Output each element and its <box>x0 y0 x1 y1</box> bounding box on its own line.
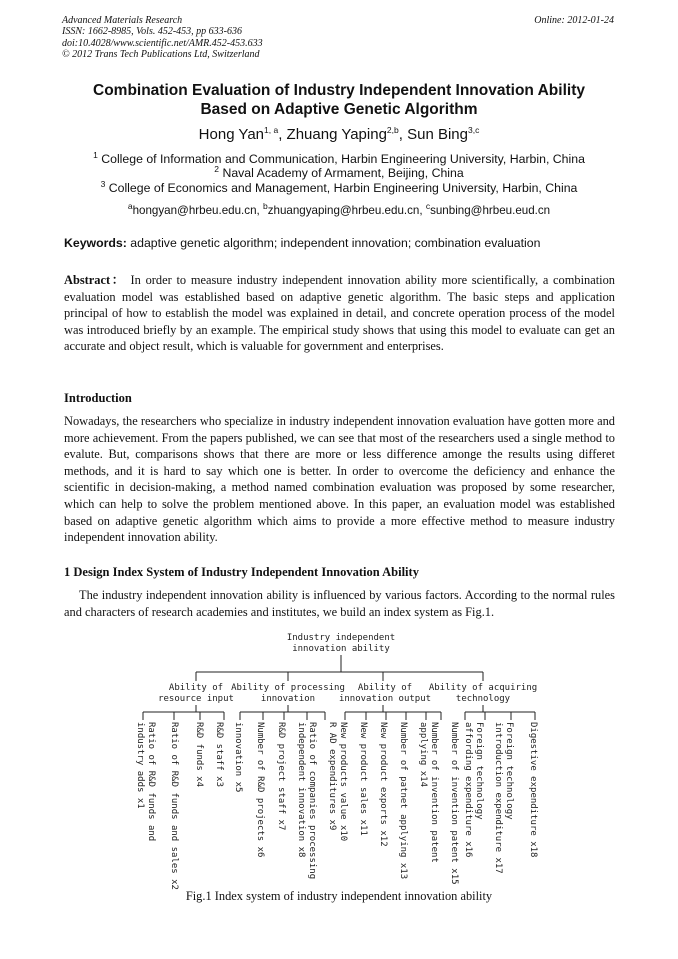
connector-lines <box>143 655 538 720</box>
group-processing-innovation-2: innovation <box>260 694 316 704</box>
section-1-text: The industry independent innovation ability is influenced by various factors. According to the normal rules and characters of research academies and institutes, we build an index system as Fig.1. <box>64 588 615 619</box>
introduction-text: Nowadays, the researchers who specialize in industry independent innovation evaluation have gotten more and more achievement. From the papers published, we can see that most of the researchers used a single method to evalute. But, comparisons shows that there are more or less difference amonge the results using differet methods, and it is hard to say which one is better. In order to overcome the deficiency and enhance the scientific in decision-making, a method named combination evaluation was proposed by some researcher, which can help to solve the problem mentioned above. In this paper, an evaluation model was established based on adaptive genetic algorithm which aims to provide a more effective method to measure industry independent innovation ability. <box>64 414 615 545</box>
leaf-x13: Number of patnet applying x13 <box>398 722 408 880</box>
email-c: sunbing@hrbeu.eud.cn <box>430 203 551 217</box>
copyright: © 2012 Trans Tech Publications Ltd, Switzerland <box>62 49 260 61</box>
group-resource-input-2: resource input <box>158 694 234 704</box>
leaf-x5: innovation x5 <box>233 722 243 793</box>
journal-name: Advanced Materials Research <box>62 15 183 26</box>
online-date: Online: 2012-01-24 <box>534 15 614 26</box>
leaf-x11: New product sales x11 <box>358 722 368 836</box>
author-2: Zhuang Yaping$^{2,b}$, <box>286 125 408 143</box>
leaf-x4: R&D funds x4 <box>194 722 204 788</box>
paper-title <box>62 81 616 119</box>
leaf-x1-line-2: industry adds x1 <box>135 722 145 809</box>
affiliation-2: $^2$ Naval Academy of Armament, Beijing, China <box>214 164 464 181</box>
leaf-x1-line-1: Ratio of R&D funds and <box>146 722 156 842</box>
author-3: Sun Bing$^{3,c}$ <box>407 125 480 143</box>
title-line-1: Combination Evaluation of Industry Independent Innovation Ability <box>93 82 585 99</box>
email-list: $^a$hongyan@hrbeu.edu.cn, $^b$zhuangyaping@hrbeu.edu.cn, $^c$sunbing@hrbeu.eud.cn <box>127 201 551 217</box>
leaf-x7: R&D project staff x7 <box>276 722 286 831</box>
affiliation-1: $^1$ College of Information and Communication, Harbin Engineering University, Harbin, China <box>93 150 585 167</box>
root-label-1: Industry independent <box>286 633 396 643</box>
leaf-x17-line-2: introduction expenditure x17 <box>493 722 503 874</box>
abstract-text: In order to measure industry independent innovation ability more scientifically, a combination evaluation model was established based on adaptive genetic algorithm. The basic steps and application principal of how to establish the model was explained in detail, and concrete operation process of the model was introduced briefly by an example. The empirical study shows that using this model to evaluate can get an accurate and object result, which is valuable for government and enterprises. <box>64 273 615 354</box>
author-list <box>62 125 616 143</box>
group-innovation-output-1: Ability of <box>357 683 413 693</box>
doi: doi:10.4028/www.scientific.net/AMR.452-453.633 <box>62 37 263 49</box>
issn: ISSN: 1662-8985, Vols. 452-453, pp 633-636 <box>62 26 242 38</box>
journal-header <box>62 15 263 61</box>
leaf-x16-line-2: affording expenditure x16 <box>463 722 473 858</box>
group-processing-innovation-1: Ability of processing <box>231 683 345 693</box>
group-resource-input-1: Ability of <box>168 683 224 693</box>
introduction-heading: Introduction <box>64 391 132 405</box>
leaf-x8-line-2: independent innovation x8 <box>296 722 306 858</box>
figure-caption: Fig.1 Index system of industry independent innovation ability <box>185 889 493 903</box>
leaf-labels <box>135 722 538 890</box>
keywords-label: Keywords: <box>64 236 127 250</box>
keywords <box>64 236 540 250</box>
root-label-2: innovation ability <box>292 644 390 654</box>
title-line-2: Based on Adaptive Genetic Algorithm <box>200 101 478 118</box>
leaf-x16-line-1: Foreign technology <box>474 722 484 820</box>
leaf-x15: Number of invention patent x15 <box>449 722 459 885</box>
leaf-x18: Digestive expenditure x18 <box>528 722 538 858</box>
leaf-x17-line-1: Foreign technology <box>504 722 514 820</box>
group-acquiring-technology-2: technology <box>455 694 511 704</box>
leaf-x14-line-1: Number of invention patent <box>429 722 439 863</box>
leaf-x12: New product exports x12 <box>378 722 388 847</box>
leaf-x2: Ratio of R&D funds and sales x2 <box>169 722 179 890</box>
leaf-x8-line-1: Ratio of companies processing <box>307 722 317 880</box>
leaf-x3: R&D staff x3 <box>214 722 224 788</box>
group-innovation-output-2: innovation output <box>338 694 432 704</box>
author-1: Hong Yan$^{1, a}$, <box>198 125 287 143</box>
keywords-text: adaptive genetic algorithm; independent innovation; combination evaluation <box>126 236 541 250</box>
email-b: zhuangyaping@hrbeu.edu.cn, <box>267 203 426 217</box>
section-1-heading: 1 Design Index System of Industry Independent Innovation Ability <box>64 565 419 579</box>
leaf-x10: New products value x10 <box>338 722 348 842</box>
abstract-label: Abstract： <box>64 273 126 287</box>
affiliation-3: $^3$ College of Economics and Management, Harbin Engineering University, Harbin, China <box>100 179 578 196</box>
leaf-x6: Number of R&D projects x6 <box>255 722 265 858</box>
leaf-x14-line-2: applying x14 <box>418 722 428 788</box>
email-a: hongyan@hrbeu.edu.cn, <box>132 203 263 217</box>
leaf-x9: R AD expenditures x9 <box>327 722 337 831</box>
group-acquiring-technology-1: Ability of acquiring <box>428 683 538 693</box>
abstract <box>64 272 615 355</box>
